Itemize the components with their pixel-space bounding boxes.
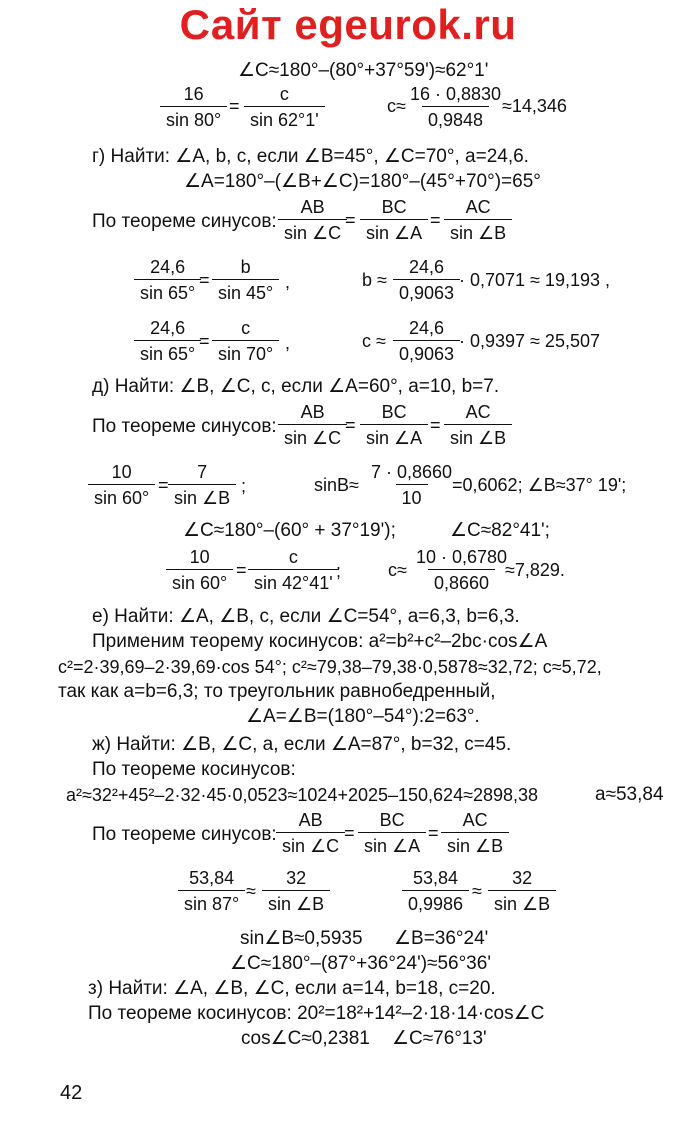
numerator: BC — [379, 810, 405, 830]
numerator: AB — [300, 197, 325, 217]
numerator: AC — [465, 197, 491, 217]
numerator: 24,6 — [150, 257, 186, 277]
fraction — [488, 868, 556, 914]
denominator: 10 — [396, 484, 428, 508]
fraction — [160, 84, 227, 130]
numerator: BC — [381, 402, 407, 422]
numerator: AB — [298, 810, 323, 830]
numerator: c — [241, 318, 251, 338]
result-value: =0,6062; ∠B≈37° 19'; — [452, 475, 627, 495]
numerator: AB — [300, 402, 325, 422]
equals-sign: = — [430, 210, 441, 230]
denominator: sin 45° — [212, 279, 279, 303]
result-value: · 0,9397 ≈ 25,507 — [459, 331, 600, 351]
fraction — [444, 402, 512, 448]
result-value: · 0,7071 ≈ 19,193 , — [459, 270, 610, 290]
comma: , — [285, 272, 291, 292]
fraction — [88, 462, 155, 508]
equals-sign: = — [229, 96, 240, 116]
equals-sign: = — [158, 475, 169, 495]
fraction — [244, 84, 325, 130]
denominator: sin ∠B — [441, 832, 509, 856]
numerator: 7 · 0,8660 — [371, 462, 453, 482]
fraction — [178, 868, 245, 914]
task-d-angle-c-result: ∠C≈82°41'; — [450, 520, 550, 541]
numerator: 24,6 — [150, 318, 186, 338]
denominator: 0,9063 — [393, 340, 460, 364]
denominator: sin ∠C — [278, 219, 347, 243]
numerator: 16 · 0,8830 — [410, 84, 502, 104]
task-zh-a-result: a≈53,84 — [595, 784, 664, 805]
semicolon: ; — [336, 561, 342, 581]
denominator: sin ∠B — [444, 219, 512, 243]
denominator: 0,9986 — [402, 890, 469, 914]
equals-sign: = — [430, 415, 441, 435]
denominator: sin ∠A — [360, 219, 428, 243]
task-zh-angle-c: ∠C≈180°–(87°+36°24')≈56°36' — [230, 953, 491, 974]
result-label: sinB≈ — [314, 475, 359, 495]
task-zh-calculation: a²≈32²+45²–2·32·45·0,0523≈1024+2025–150,624≈2898,38 — [66, 785, 539, 805]
fraction — [212, 257, 279, 303]
task-zh-sin-b: sin∠B≈0,5935 — [240, 928, 363, 949]
denominator: sin 65° — [134, 279, 201, 303]
denominator: 0,8660 — [428, 569, 495, 593]
task-zh-angle-b: ∠B=36°24' — [394, 928, 489, 949]
equals-sign: = — [199, 270, 210, 290]
task-z-cosine-theorem: По теореме косинусов: 20²=18²+14²–2·18·14·cos∠C — [88, 1003, 545, 1024]
comma: , — [285, 333, 291, 353]
result-label: c ≈ — [362, 331, 386, 351]
fraction — [276, 810, 345, 856]
task-zh-heading: ж) Найти: ∠B, ∠C, a, если ∠A=87°, b=32, c=45. — [92, 734, 512, 755]
denominator: sin 60° — [166, 569, 233, 593]
fraction — [166, 547, 233, 593]
task-e-isosceles-note: так как a=b=6,3; то треугольник равнобедренный, — [58, 681, 496, 702]
result-label: c≈ — [387, 96, 406, 116]
numerator: c — [279, 84, 289, 104]
numerator: 10 · 0,6780 — [416, 547, 508, 567]
sine-theorem-label: По теореме синусов: — [92, 416, 277, 437]
task-e-cosine-theorem: Применим теорему косинусов: a²=b²+c²–2bc·cos∠A — [92, 631, 548, 652]
numerator: 10 — [189, 547, 210, 567]
task-z-angle-c: ∠C≈76°13' — [392, 1028, 487, 1049]
task-z-cos-c: cos∠C≈0,2381 — [241, 1028, 370, 1049]
denominator: sin ∠C — [276, 832, 345, 856]
approx-sign: ≈ — [246, 881, 256, 901]
denominator: 0,9063 — [393, 279, 460, 303]
task-e-heading: е) Найти: ∠A, ∠B, c, если ∠C=54°, a=6,3, b=6,3. — [92, 606, 520, 627]
equals-sign: = — [345, 210, 356, 230]
task-g-heading: г) Найти: ∠A, b, c, если ∠B=45°, ∠C=70°, a=24,6. — [92, 146, 529, 167]
denominator: sin ∠A — [358, 832, 426, 856]
numerator: 24,6 — [409, 257, 445, 277]
result-value: ≈7,829. — [505, 560, 565, 580]
site-watermark-title: Сайт egeurok.ru — [179, 1, 517, 48]
equals-sign: = — [345, 415, 356, 435]
numerator: b — [240, 257, 251, 277]
result-label: c≈ — [388, 560, 407, 580]
semicolon: ; — [241, 476, 247, 496]
denominator: sin ∠B — [168, 484, 236, 508]
denominator: sin 70° — [212, 340, 279, 364]
fraction — [360, 402, 428, 448]
numerator: c — [288, 547, 298, 567]
equals-sign: = — [199, 331, 210, 351]
fraction — [393, 257, 460, 303]
numerator: 7 — [197, 462, 208, 482]
equals-sign: = — [428, 823, 439, 843]
fraction — [212, 318, 279, 364]
task-d-angle-c: ∠C≈180°–(60° + 37°19'); — [183, 520, 396, 541]
numerator: 32 — [286, 868, 307, 888]
fraction — [365, 462, 458, 508]
denominator: sin ∠C — [278, 424, 347, 448]
denominator: sin 62°1' — [244, 106, 325, 130]
denominator: sin 87° — [178, 890, 245, 914]
numerator: AC — [465, 402, 491, 422]
denominator: sin 80° — [160, 106, 227, 130]
fraction — [248, 547, 342, 593]
fraction — [278, 197, 347, 243]
fraction — [393, 318, 460, 364]
numerator: 53,84 — [413, 868, 459, 888]
result-label: b ≈ — [362, 270, 387, 290]
fraction — [444, 197, 512, 243]
fraction — [410, 547, 513, 593]
numerator: 53,84 — [189, 868, 235, 888]
task-g-angle-a: ∠A=180°–(∠B+∠C)=180°–(45°+70°)=65° — [184, 171, 541, 192]
sine-theorem-label: По теореме синусов: — [92, 211, 277, 232]
task-z-heading: з) Найти: ∠A, ∠B, ∠C, если a=14, b=18, c=20. — [88, 978, 496, 999]
result-value: ≈14,346 — [502, 96, 567, 116]
numerator: BC — [381, 197, 407, 217]
fraction — [262, 868, 330, 914]
sine-theorem-label: По теореме синусов: — [92, 824, 277, 845]
fraction — [402, 868, 469, 914]
equals-sign: = — [236, 560, 247, 580]
fraction — [278, 402, 347, 448]
fraction — [404, 84, 507, 130]
denominator: sin ∠B — [262, 890, 330, 914]
denominator: sin 42°41' — [248, 569, 339, 593]
denominator: sin ∠B — [488, 890, 556, 914]
fraction — [441, 810, 509, 856]
equals-sign: = — [344, 823, 355, 843]
fraction — [168, 462, 236, 508]
angle-c-equation: ∠C≈180°–(80°+37°59')≈62°1' — [238, 60, 489, 81]
fraction — [134, 318, 201, 364]
numerator: 24,6 — [409, 318, 445, 338]
denominator: sin ∠B — [444, 424, 512, 448]
fraction — [358, 810, 426, 856]
numerator: AC — [462, 810, 488, 830]
numerator: 16 — [183, 84, 204, 104]
task-zh-cosine-theorem: По теореме косинусов: — [92, 759, 296, 780]
numerator: 10 — [111, 462, 132, 482]
numerator: 32 — [512, 868, 533, 888]
task-d-heading: д) Найти: ∠B, ∠C, c, если ∠A=60°, a=10, b=7. — [92, 376, 500, 397]
task-e-angles: ∠A=∠B=(180°–54°):2=63°. — [246, 706, 480, 727]
denominator: sin 65° — [134, 340, 201, 364]
page-number: 42 — [60, 1082, 83, 1104]
denominator: sin ∠A — [360, 424, 428, 448]
denominator: 0,9848 — [422, 106, 489, 130]
denominator: sin 60° — [88, 484, 155, 508]
approx-sign: ≈ — [472, 881, 482, 901]
fraction — [134, 257, 201, 303]
fraction — [360, 197, 428, 243]
task-e-calculation: c²=2·39,69–2·39,69·cos 54°; c²≈79,38–79,38·0,5878≈32,72; c≈5,72, — [58, 657, 602, 677]
